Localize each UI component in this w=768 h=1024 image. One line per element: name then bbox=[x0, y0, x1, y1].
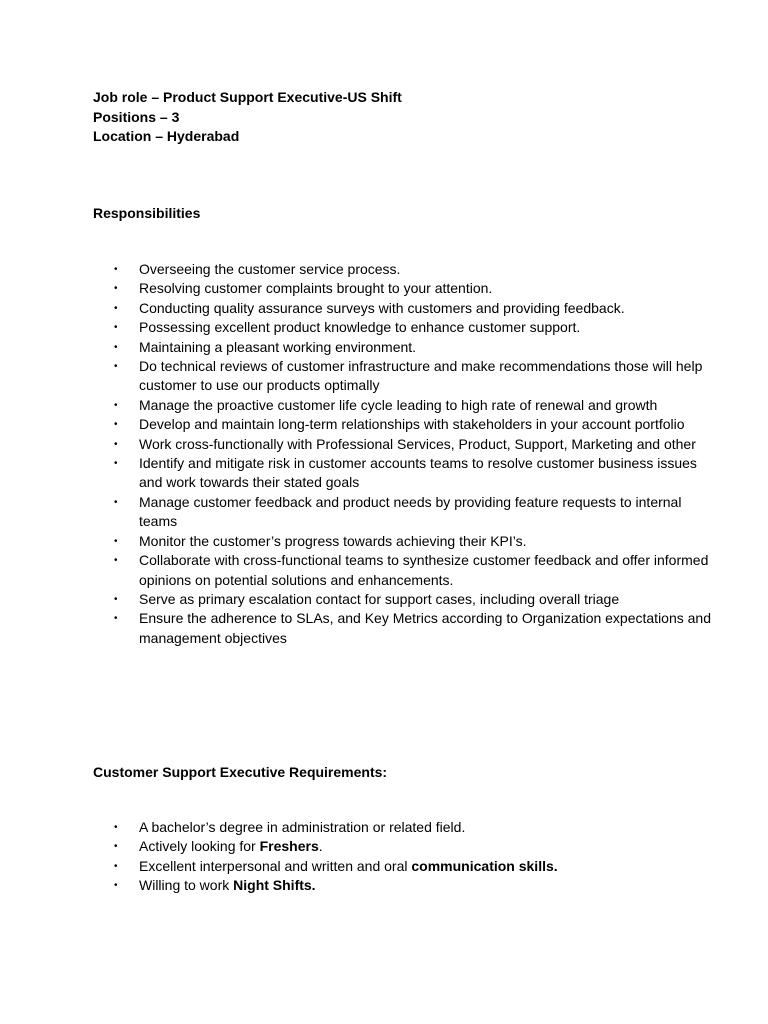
list-item bbox=[93, 318, 713, 337]
list-item-text: Manage the proactive customer life cycle leading to high rate of renewal and growth bbox=[139, 396, 658, 413]
bullet-icon: • bbox=[114, 613, 118, 625]
list-item-text: Maintaining a pleasant working environment. bbox=[139, 338, 417, 355]
list-item bbox=[93, 279, 713, 298]
list-item bbox=[93, 338, 713, 357]
list-item bbox=[93, 396, 713, 415]
list-item-text: Serve as primary escalation contact for support cases, including overall triage bbox=[139, 590, 620, 607]
positions: Positions – 3 bbox=[93, 108, 180, 125]
list-item bbox=[93, 551, 713, 590]
list-item-text: Monitor the customer’s progress towards achieving their KPI’s. bbox=[139, 532, 527, 549]
list-item-text: Work cross-functionally with Professional Services, Product, Support, Marketing and other bbox=[139, 435, 696, 452]
bullet-icon: • bbox=[114, 264, 118, 275]
bullet-icon: • bbox=[114, 535, 118, 547]
requirements-list bbox=[93, 818, 713, 896]
list-item bbox=[93, 493, 713, 532]
list-item-emphasis: communication skills. bbox=[411, 857, 558, 874]
list-item bbox=[93, 260, 713, 279]
list-item bbox=[93, 415, 713, 434]
list-item-text: Collaborate with cross-functional teams to synthesize customer feedback and offer informed opinions on potential solutions and enhancements. bbox=[139, 552, 709, 588]
bullet-icon: • bbox=[114, 399, 118, 411]
responsibilities-title: Responsibilities bbox=[93, 205, 201, 221]
bullet-icon: • bbox=[114, 361, 118, 373]
list-item-suffix: . bbox=[318, 838, 323, 855]
list-item-emphasis: Night Shifts. bbox=[233, 877, 316, 894]
list-item bbox=[93, 857, 713, 876]
list-item-text: Develop and maintain long-term relationships with stakeholders in your account portfolio bbox=[139, 416, 685, 433]
list-item bbox=[93, 532, 713, 551]
bullet-icon: • bbox=[114, 555, 118, 567]
bullet-icon: • bbox=[114, 419, 118, 431]
job-header bbox=[93, 88, 402, 147]
list-item bbox=[93, 299, 713, 318]
list-item bbox=[93, 609, 713, 648]
list-item-text: Resolving customer complaints brought to your attention. bbox=[139, 280, 493, 297]
list-item-text: Actively looking for bbox=[139, 838, 260, 855]
bullet-icon: • bbox=[114, 283, 118, 295]
list-item bbox=[93, 435, 713, 454]
bullet-icon: • bbox=[114, 302, 118, 314]
bullet-icon: • bbox=[114, 822, 118, 833]
list-item-emphasis: Freshers bbox=[259, 838, 319, 855]
bullet-icon: • bbox=[114, 880, 118, 892]
responsibilities-list bbox=[93, 260, 713, 648]
list-item-text: Manage customer feedback and product needs by providing feature requests to internal teams bbox=[139, 493, 682, 530]
requirements-title: Customer Support Executive Requirements: bbox=[93, 764, 388, 780]
list-item bbox=[93, 818, 713, 837]
list-item-text: Conducting quality assurance surveys with customers and providing feedback. bbox=[139, 299, 625, 316]
list-item-text: Possessing excellent product knowledge to enhance customer support. bbox=[139, 319, 581, 336]
bullet-icon: • bbox=[114, 841, 118, 853]
bullet-icon: • bbox=[114, 496, 118, 508]
list-item-text: A bachelor’s degree in administration or related field. bbox=[139, 819, 466, 835]
list-item bbox=[93, 454, 713, 493]
bullet-icon: • bbox=[114, 438, 118, 450]
location: Location – Hyderabad bbox=[93, 128, 240, 145]
bullet-icon: • bbox=[114, 458, 118, 470]
list-item bbox=[93, 837, 713, 856]
bullet-icon: • bbox=[114, 593, 118, 605]
bullet-icon: • bbox=[114, 860, 118, 872]
list-item bbox=[93, 357, 713, 396]
list-item-text: Ensure the adherence to SLAs, and Key Metrics according to Organization expectations and management objectives bbox=[139, 610, 712, 646]
list-item-text: Willing to work bbox=[139, 877, 234, 894]
bullet-icon: • bbox=[114, 322, 118, 334]
job-role: Job role – Product Support Executive-US Shift bbox=[93, 89, 402, 105]
list-item bbox=[93, 876, 713, 895]
list-item-text: Overseeing the customer service process. bbox=[139, 261, 401, 277]
list-item bbox=[93, 590, 713, 609]
list-item-text: Do technical reviews of customer infrastructure and make recommendations those will help customer to use our products optimally bbox=[139, 358, 703, 394]
bullet-icon: • bbox=[114, 341, 118, 353]
list-item-text: Identify and mitigate risk in customer accounts teams to resolve customer business issues and work towards their stated goals bbox=[139, 455, 697, 491]
list-item-text: Excellent interpersonal and written and oral bbox=[139, 857, 412, 874]
